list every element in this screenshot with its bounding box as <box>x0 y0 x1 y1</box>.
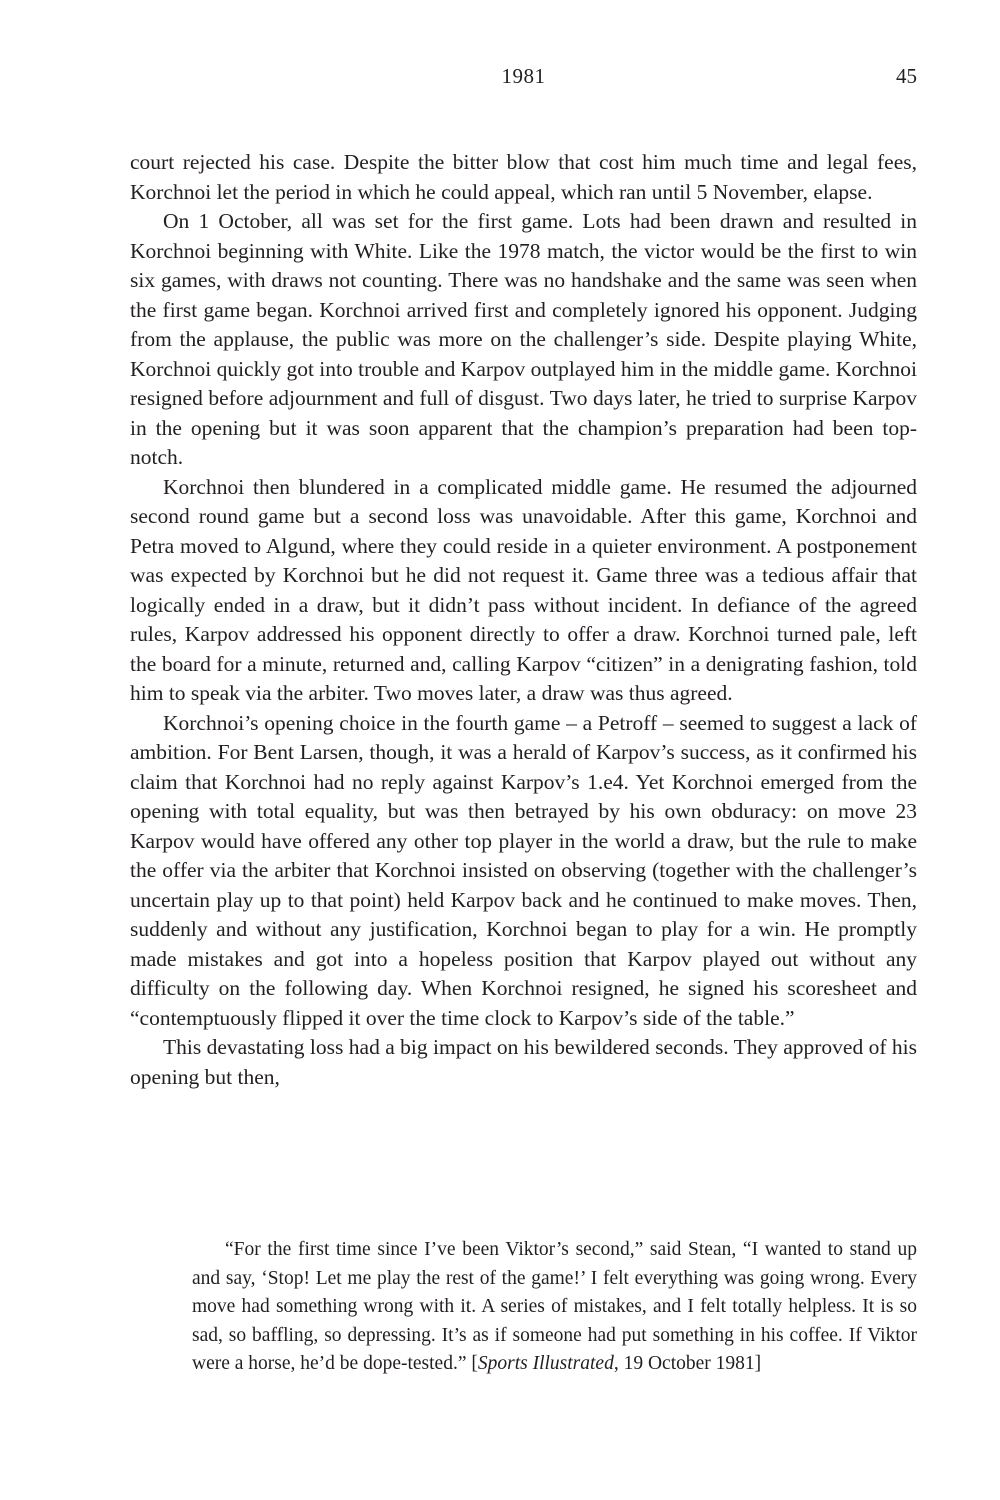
paragraph: This devastating loss had a big impact on his bewildered seconds. They approved of his opening but then, <box>130 1035 917 1089</box>
citation-open: [ <box>471 1353 478 1374</box>
running-head: 1981 <box>501 64 546 88</box>
citation-rest: , 19 October 1981] <box>613 1353 762 1374</box>
paragraph: Korchnoi’s opening choice in the fourth game – a Petroff – seemed to suggest a lack of ambition. For Bent Larsen, though, it was a herald of Karpov’s success, as it confirmed his claim that Korchnoi had no reply against Karpov’s 1.e4. Yet Korchnoi emerged from the opening with total equality, but was then betrayed by his own obduracy: on move 23 Karpov would have offered any other top player in the world a draw, but the rule to make the offer via the arbiter that Korchnoi insisted on observing (together with the challenger’s uncertain play up to that point) held Karpov back and he continued to make moves. Then, suddenly and without any justification, Korchnoi began to play for a win. He promptly made mistakes and got into a hopeless position that Karpov played out without any difficulty on the following day. When Korchnoi resigned, he signed his scoresheet and “contemptuously flipped it over the time clock to Karpov’s side of the table.” <box>130 710 917 1030</box>
body-text <box>130 148 917 1092</box>
page-number: 45 <box>896 64 917 88</box>
paragraph: Korchnoi then blundered in a complicated middle game. He resumed the adjourned second round game but a second loss was unavoidable. After this game, Korchnoi and Petra moved to Algund, where they could reside in a quieter environment. A postponement was expected by Korchnoi but he did not request it. Game three was a tedious affair that logically ended in a draw, but it didn’t pass without incident. In defiance of the agreed rules, Karpov addressed his opponent directly to offer a draw. Korchnoi turned pale, left the board for a minute, returned and, calling Karpov “citizen” in a denigrating fashion, told him to speak via the arbiter. Two moves later, a draw was thus agreed. <box>130 474 917 705</box>
paragraph: On 1 October, all was set for the first game. Lots had been drawn and resulted in Korchnoi beginning with White. Like the 1978 match, the victor would be the first to win six games, with draws not counting. There was no handshake and the same was seen when the first game began. Korchnoi arrived first and completely ignored his opponent. Judging from the applause, the public was more on the challenger’s side. Despite playing White, Korchnoi quickly got into trouble and Karpov outplayed him in the middle game. Korchnoi resigned before adjournment and full of disgust. Two days later, he tried to surprise Karpov in the opening but it was soon apparent that the champion’s preparation had been top-notch. <box>130 209 917 469</box>
citation-title: Sports Illustrated <box>477 1353 614 1374</box>
quote-body: “For the first time since I’ve been Viktor’s second,” said Stean, “I wanted to stand up and say, ‘Stop! Let me play the rest of the game!’ I felt everything was going wrong. Every move had something wrong with it. A series of mistakes, and I felt totally helpless. It is so sad, so baffling, so depressing. It’s as if someone had put something in his coffee. If Viktor were a horse, he’d be dope-tested.” <box>192 1239 917 1374</box>
paragraph: court rejected his case. Despite the bitter blow that cost him much time and legal fees, Korchnoi let the period in which he could appeal, which ran until 5 November, elapse. <box>130 150 917 204</box>
page-header <box>130 64 917 96</box>
quote-citation <box>471 1353 761 1374</box>
block-quote <box>192 1236 917 1379</box>
quote-text <box>192 1236 917 1379</box>
